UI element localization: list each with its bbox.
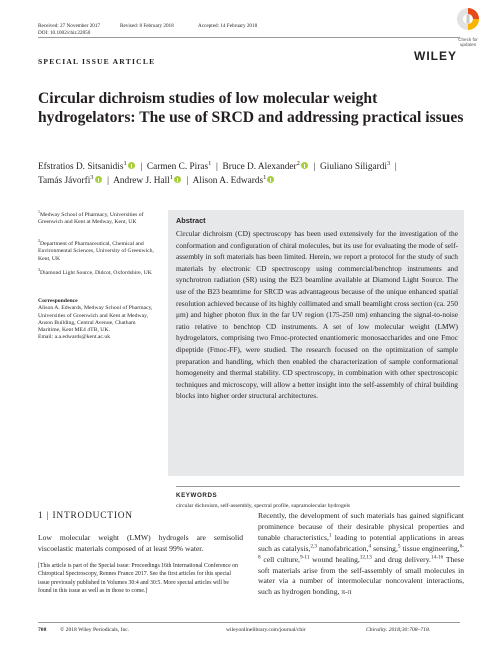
check-for-updates-badge[interactable]	[452, 6, 484, 46]
revised-date: Revised: 8 February 2018	[120, 23, 174, 29]
received-date: Received: 27 November 2017	[38, 23, 101, 29]
author-7[interactable]: Alison A. Edwards$^1$	[193, 176, 276, 186]
keywords-text: circular dichroism, self-assembly, spectral profile, supramolecular hydrogels	[176, 503, 351, 509]
check-label-1: Check for	[458, 37, 478, 42]
orcid-icon[interactable]	[301, 162, 308, 169]
intro-paragraph-right: Recently, the development of such materials has gained significant prominence because of their desirable physical properties and tunable characteristics,$^1$ leading to potential applications in areas such as catalysis,$^{2,3}$ nanofabrication,$^4$ sensing,$^5$ tissue engineering,$^{6-8}$ cell culture,$^{9-11}$ wound healing,$^{12,13}$ and drug delivery.$^{14-16}$ These soft materials arise from the self-assembly of small molecules in water via a number of intermolecular noncovalent interactions, such as hydrogen bonding, π-π	[258, 511, 465, 597]
author-5[interactable]: Tamás Jávorfi$^3$	[38, 176, 103, 186]
affiliation-2: $^2$Department of Pharmaceutical, Chemical and Environmental Sciences, University of Greenwich, Kent, UK	[38, 238, 154, 262]
author-4[interactable]: Giuliano Siligardi$^3$	[320, 159, 391, 172]
author-6[interactable]: Andrew J. Hall$^1$	[113, 176, 182, 186]
copyright: © 2018 Wiley Periodicals, Inc.	[60, 627, 130, 633]
section-label: SPECIAL ISSUE ARTICLE	[38, 57, 156, 66]
abstract-heading: Abstract	[176, 216, 206, 225]
check-updates-icon	[452, 6, 484, 32]
orcid-icon[interactable]	[95, 176, 102, 183]
accepted-date: Accepted: 14 February 2018	[198, 23, 258, 29]
footer-rule	[38, 622, 460, 623]
check-label-2: updates	[459, 42, 477, 47]
journal-url[interactable]: wileyonlinelibrary.com/journal/chir	[226, 627, 306, 633]
orcid-icon[interactable]	[174, 176, 181, 183]
author-1[interactable]: Efstratios D. Sitsanidis$^1$	[38, 162, 136, 172]
citation: Chirality. 2018;30:708–718.	[366, 627, 431, 633]
keywords-rule	[176, 486, 460, 487]
correspondence-heading: Correspondence	[38, 298, 78, 304]
author-list: Efstratios D. Sitsanidis$^1$ | Carmen C. Piras$^1$ | Bruce D. Alexander$^2$ | Giuliano Siligardi$^3$ | Tamás Jávorfi$^3$ | Andrew J. Hall$^1$ | Alison A. Edwards$^1$	[38, 159, 397, 186]
section-heading-introduction: 1 | INTRODUCTION	[38, 511, 133, 521]
orcid-icon[interactable]	[128, 162, 135, 169]
doi-link[interactable]: DOI: 10.1002/chir.22850	[38, 30, 91, 36]
abstract-text: Circular dichroism (CD) spectroscopy has been used extensively for the investigation of the conformation and configuration of chiral molecules, but its use for evaluating the mode of self-assembly in soft materials has been limited. Herein, we report a protocol for the study of such materials by electronic CD spectroscopy using commercial/benchtop instruments and synchrotron radiation (SR) using the B23 beamline available at Diamond Light Source. The use of the B23 beamtime for SRCD was advantageous because of the unique enhanced spatial resolution achieved because of its highly collimated and small beamlight cross section (ca. 250 μm) and higher photon flux in the far UV region (175-250 nm) enhancing the signal-to-noise ratio relative to benchtop CD instruments. A set of low molecular weight (LMW) hydrogelators, comprising two Fmoc-protected enantiomeric monosaccharides and one Fmoc dipeptide (Fmoc-FF), were studied. The research focused on the optimization of sample preparation and handling, which then enabled the characterization of sample conformational homogeneity and thermal stability. CD spectroscopy, in combination with other spectroscopic techniques and microscopy, will allow a better insight into the self-assembly of chiral building blocks into higher order structural architectures.	[176, 229, 458, 401]
affiliation-3: $^3$Diamond Light Source, Didcot, Oxfordshire, UK	[38, 267, 152, 276]
correspondence-text: Alison A. Edwards, Medway School of Pharmacy, Universities of Greenwich and Kent at Medway, Anson Building, Central Avenue, Chatham Maritime, Kent ME4 4TB, UK.	[38, 305, 153, 334]
intro-paragraph-left: Low molecular weight (LMW) hydrogels are semisolid viscoelastic materials composed of at least 99% water.	[38, 533, 243, 553]
publisher-logo: WILEY	[414, 49, 457, 63]
header-rule	[38, 37, 460, 38]
page-number: 708	[38, 627, 47, 633]
keywords-heading: KEYWORDS	[176, 492, 218, 499]
correspondence-email[interactable]: Email: a.a.edwards@kent.ac.uk	[38, 334, 111, 341]
author-2[interactable]: Carmen C. Piras$^1$	[146, 159, 212, 172]
article-title: Circular dichroism studies of low molecular weight hydrogelators: The use of SRCD and addressing practical issues	[38, 90, 464, 126]
affiliation-1: $^1$Medway School of Pharmacy, Universities of Greenwich and Kent at Medway, Kent, UK	[38, 209, 144, 226]
special-issue-note: [This article is part of the Special issue: Proceedings 16th International Conference on Chiroptical Spectroscopy, Rennes France 2017. See the first articles for this special issue previously published in Volumes 30:4 and 30:5. More special articles will be found in this issue as well as in those to come.]	[38, 563, 238, 595]
author-3[interactable]: Bruce D. Alexander$^2$	[223, 162, 309, 172]
correspondence-block	[38, 298, 156, 342]
orcid-icon[interactable]	[267, 176, 274, 183]
